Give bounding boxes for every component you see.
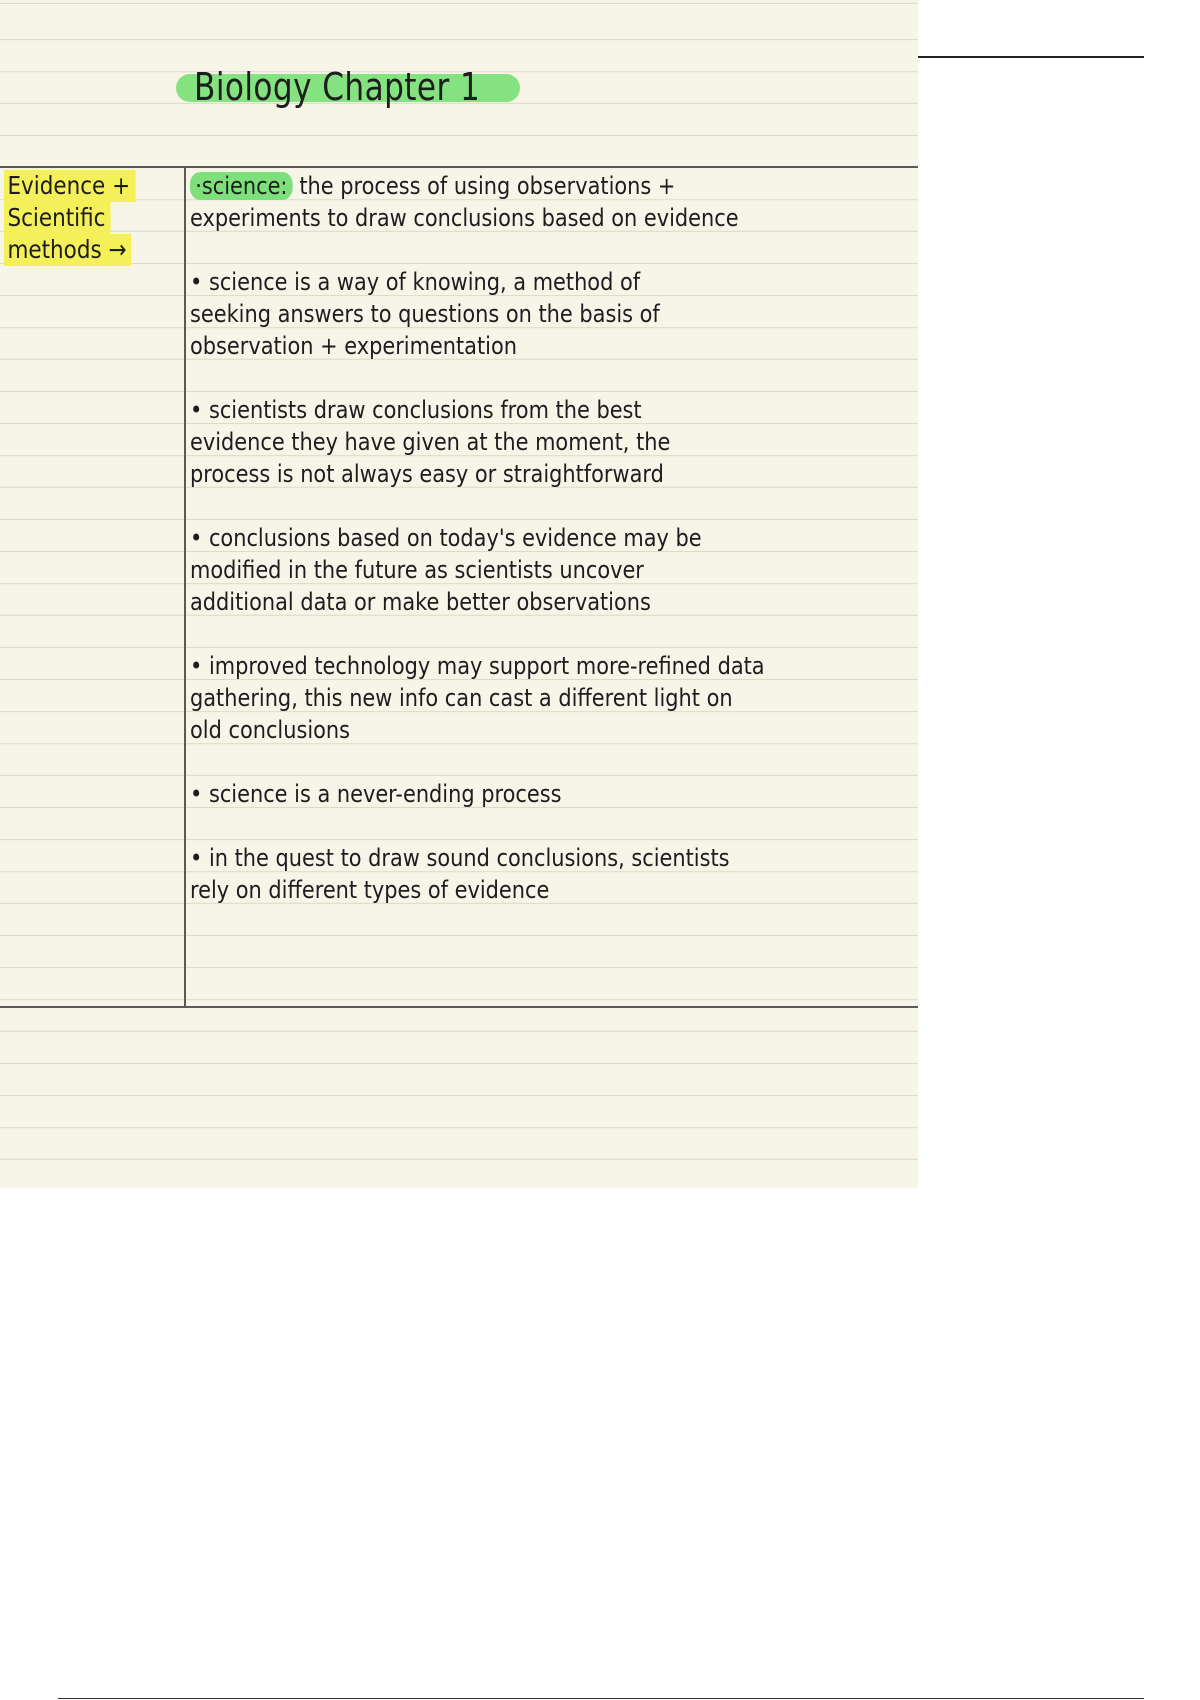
bullet-note: [190, 842, 905, 906]
note-line: • science is a way of knowing, a method of: [190, 268, 641, 296]
top-rule: [918, 56, 1144, 58]
cue-line: Scientific: [4, 202, 111, 234]
note-line: old conclusions: [190, 716, 351, 744]
cornell-header-rule: [0, 166, 918, 168]
note-line: seeking answers to questions on the basis of: [190, 300, 660, 328]
note-line: gathering, this new info can cast a different light on: [190, 684, 733, 712]
cue-column: [4, 170, 160, 266]
note-line: [190, 170, 812, 202]
note-line: observation + experimentation: [190, 332, 517, 360]
definition-note: [190, 170, 905, 234]
bottom-rule: [58, 1698, 1144, 1699]
note-line: process is not always easy or straightforward: [190, 460, 664, 488]
note-line: • scientists draw conclusions from the best: [190, 396, 642, 424]
cue-line: Evidence +: [4, 170, 135, 202]
cornell-cue-divider: [184, 166, 186, 1008]
note-line: • conclusions based on today's evidence may be: [190, 524, 702, 552]
cue-line: methods →: [4, 234, 132, 266]
bullet-note: [190, 394, 905, 490]
definition-text: the process of using observations +: [292, 172, 676, 200]
bullet-note: [190, 778, 905, 810]
note-line: modified in the future as scientists uncover: [190, 556, 644, 584]
page-title: Biology Chapter 1: [194, 65, 481, 109]
cornell-footer-rule: [0, 1006, 918, 1008]
note-line: experiments to draw conclusions based on evidence: [190, 204, 739, 232]
note-line: • in the quest to draw sound conclusions, scientists: [190, 844, 730, 872]
note-line: • improved technology may support more-refined data: [190, 652, 765, 680]
note-line: additional data or make better observations: [190, 588, 651, 616]
note-line: evidence they have given at the moment, the: [190, 428, 671, 456]
bullet-note: [190, 522, 905, 618]
bullet-note: [190, 650, 905, 746]
bullet-note: [190, 266, 905, 362]
notes-column: [190, 170, 905, 938]
definition-term: ·science:: [190, 172, 293, 200]
note-line: • science is a never-ending process: [190, 780, 562, 808]
page-title-wrap: [176, 62, 547, 112]
note-line: rely on different types of evidence: [190, 876, 550, 904]
